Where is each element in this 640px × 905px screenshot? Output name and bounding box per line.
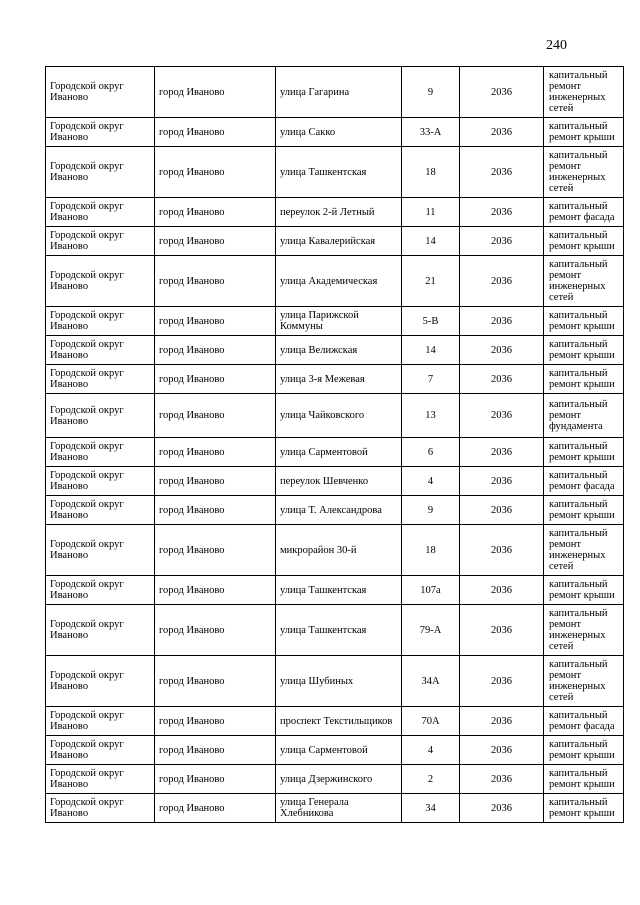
work-type-cell: капитальный ремонт крыши: [544, 365, 624, 394]
page-number: 240: [546, 38, 567, 53]
year-cell: 2036: [460, 365, 544, 394]
municipality-cell: Городской округ Иваново: [46, 736, 155, 765]
house-number-cell: 21: [402, 256, 460, 307]
settlement-cell: город Иваново: [155, 67, 276, 118]
house-number-cell: 6: [402, 438, 460, 467]
table-row: [46, 605, 624, 656]
municipality-cell: Городской округ Иваново: [46, 256, 155, 307]
municipality-cell: Городской округ Иваново: [46, 227, 155, 256]
year-cell: 2036: [460, 256, 544, 307]
street-cell: микрорайон 30-й: [276, 525, 402, 576]
table-row: [46, 707, 624, 736]
settlement-cell: город Иваново: [155, 467, 276, 496]
work-type-cell: капитальный ремонт крыши: [544, 227, 624, 256]
table-row: [46, 67, 624, 118]
house-number-cell: 9: [402, 496, 460, 525]
street-cell: переулок 2-й Летный: [276, 198, 402, 227]
year-cell: 2036: [460, 438, 544, 467]
street-cell: переулок Шевченко: [276, 467, 402, 496]
work-type-cell: капитальный ремонт инженерных сетей: [544, 656, 624, 707]
table-row: [46, 656, 624, 707]
house-number-cell: 18: [402, 525, 460, 576]
house-number-cell: 9: [402, 67, 460, 118]
street-cell: улица Сарментовой: [276, 438, 402, 467]
year-cell: 2036: [460, 525, 544, 576]
house-number-cell: 5-В: [402, 307, 460, 336]
year-cell: 2036: [460, 394, 544, 438]
work-type-cell: капитальный ремонт крыши: [544, 794, 624, 823]
settlement-cell: город Иваново: [155, 365, 276, 394]
year-cell: 2036: [460, 707, 544, 736]
settlement-cell: город Иваново: [155, 656, 276, 707]
municipality-cell: Городской округ Иваново: [46, 336, 155, 365]
street-cell: улица Сарментовой: [276, 736, 402, 765]
street-cell: улица Ташкентская: [276, 576, 402, 605]
municipality-cell: Городской округ Иваново: [46, 656, 155, 707]
settlement-cell: город Иваново: [155, 147, 276, 198]
house-number-cell: 18: [402, 147, 460, 198]
house-number-cell: 11: [402, 198, 460, 227]
settlement-cell: город Иваново: [155, 496, 276, 525]
year-cell: 2036: [460, 794, 544, 823]
table-row: [46, 365, 624, 394]
municipality-cell: Городской округ Иваново: [46, 605, 155, 656]
street-cell: улица Ташкентская: [276, 147, 402, 198]
municipality-cell: Городской округ Иваново: [46, 67, 155, 118]
year-cell: 2036: [460, 227, 544, 256]
work-type-cell: капитальный ремонт крыши: [544, 118, 624, 147]
housing-repair-table: [45, 66, 624, 823]
street-cell: улица Чайковского: [276, 394, 402, 438]
year-cell: 2036: [460, 656, 544, 707]
table-row: [46, 576, 624, 605]
table-row: [46, 525, 624, 576]
settlement-cell: город Иваново: [155, 198, 276, 227]
settlement-cell: город Иваново: [155, 438, 276, 467]
house-number-cell: 34А: [402, 656, 460, 707]
table-row: [46, 394, 624, 438]
table-row: [46, 256, 624, 307]
municipality-cell: Городской округ Иваново: [46, 765, 155, 794]
street-cell: улица 3-я Межевая: [276, 365, 402, 394]
house-number-cell: 13: [402, 394, 460, 438]
work-type-cell: капитальный ремонт крыши: [544, 438, 624, 467]
table-row: [46, 118, 624, 147]
year-cell: 2036: [460, 67, 544, 118]
table-row: [46, 765, 624, 794]
settlement-cell: город Иваново: [155, 794, 276, 823]
work-type-cell: капитальный ремонт инженерных сетей: [544, 147, 624, 198]
settlement-cell: город Иваново: [155, 118, 276, 147]
year-cell: 2036: [460, 736, 544, 765]
year-cell: 2036: [460, 496, 544, 525]
house-number-cell: 70А: [402, 707, 460, 736]
street-cell: улица Ташкентская: [276, 605, 402, 656]
house-number-cell: 7: [402, 365, 460, 394]
municipality-cell: Городской округ Иваново: [46, 147, 155, 198]
municipality-cell: Городской округ Иваново: [46, 438, 155, 467]
table-row: [46, 467, 624, 496]
house-number-cell: 2: [402, 765, 460, 794]
street-cell: улица Кавалерийская: [276, 227, 402, 256]
street-cell: улица Гагарина: [276, 67, 402, 118]
work-type-cell: капитальный ремонт фасада: [544, 707, 624, 736]
table-row: [46, 794, 624, 823]
year-cell: 2036: [460, 147, 544, 198]
table-row: [46, 736, 624, 765]
municipality-cell: Городской округ Иваново: [46, 365, 155, 394]
table-row: [46, 198, 624, 227]
street-cell: улица Сакко: [276, 118, 402, 147]
house-number-cell: 34: [402, 794, 460, 823]
street-cell: улица Дзержинского: [276, 765, 402, 794]
house-number-cell: 33-А: [402, 118, 460, 147]
table-row: [46, 496, 624, 525]
municipality-cell: Городской округ Иваново: [46, 576, 155, 605]
house-number-cell: 79-А: [402, 605, 460, 656]
settlement-cell: город Иваново: [155, 707, 276, 736]
year-cell: 2036: [460, 605, 544, 656]
year-cell: 2036: [460, 198, 544, 227]
work-type-cell: капитальный ремонт инженерных сетей: [544, 605, 624, 656]
work-type-cell: капитальный ремонт фасада: [544, 198, 624, 227]
work-type-cell: капитальный ремонт крыши: [544, 307, 624, 336]
table-row: [46, 336, 624, 365]
street-cell: улица Парижской Коммуны: [276, 307, 402, 336]
street-cell: улица Велижская: [276, 336, 402, 365]
settlement-cell: город Иваново: [155, 736, 276, 765]
work-type-cell: капитальный ремонт крыши: [544, 336, 624, 365]
street-cell: проспект Текстильщиков: [276, 707, 402, 736]
municipality-cell: Городской округ Иваново: [46, 394, 155, 438]
settlement-cell: город Иваново: [155, 576, 276, 605]
municipality-cell: Городской округ Иваново: [46, 307, 155, 336]
work-type-cell: капитальный ремонт крыши: [544, 496, 624, 525]
settlement-cell: город Иваново: [155, 765, 276, 794]
municipality-cell: Городской округ Иваново: [46, 496, 155, 525]
street-cell: улица Генерала Хлебникова: [276, 794, 402, 823]
house-number-cell: 14: [402, 227, 460, 256]
settlement-cell: город Иваново: [155, 525, 276, 576]
street-cell: улица Академическая: [276, 256, 402, 307]
work-type-cell: капитальный ремонт крыши: [544, 765, 624, 794]
work-type-cell: капитальный ремонт фундамента: [544, 394, 624, 438]
year-cell: 2036: [460, 307, 544, 336]
municipality-cell: Городской округ Иваново: [46, 525, 155, 576]
municipality-cell: Городской округ Иваново: [46, 707, 155, 736]
table-row: [46, 147, 624, 198]
year-cell: 2036: [460, 467, 544, 496]
year-cell: 2036: [460, 765, 544, 794]
house-number-cell: 4: [402, 467, 460, 496]
table-body: [46, 67, 624, 823]
table-row: [46, 307, 624, 336]
work-type-cell: капитальный ремонт крыши: [544, 576, 624, 605]
work-type-cell: капитальный ремонт фасада: [544, 467, 624, 496]
municipality-cell: Городской округ Иваново: [46, 794, 155, 823]
house-number-cell: 107а: [402, 576, 460, 605]
work-type-cell: капитальный ремонт инженерных сетей: [544, 67, 624, 118]
house-number-cell: 4: [402, 736, 460, 765]
year-cell: 2036: [460, 336, 544, 365]
house-number-cell: 14: [402, 336, 460, 365]
year-cell: 2036: [460, 118, 544, 147]
work-type-cell: капитальный ремонт инженерных сетей: [544, 525, 624, 576]
settlement-cell: город Иваново: [155, 394, 276, 438]
municipality-cell: Городской округ Иваново: [46, 118, 155, 147]
settlement-cell: город Иваново: [155, 605, 276, 656]
work-type-cell: капитальный ремонт крыши: [544, 736, 624, 765]
settlement-cell: город Иваново: [155, 307, 276, 336]
work-type-cell: капитальный ремонт инженерных сетей: [544, 256, 624, 307]
municipality-cell: Городской округ Иваново: [46, 198, 155, 227]
table-row: [46, 227, 624, 256]
settlement-cell: город Иваново: [155, 256, 276, 307]
street-cell: улица Т. Александрова: [276, 496, 402, 525]
table-row: [46, 438, 624, 467]
year-cell: 2036: [460, 576, 544, 605]
settlement-cell: город Иваново: [155, 227, 276, 256]
municipality-cell: Городской округ Иваново: [46, 467, 155, 496]
settlement-cell: город Иваново: [155, 336, 276, 365]
street-cell: улица Шубиных: [276, 656, 402, 707]
